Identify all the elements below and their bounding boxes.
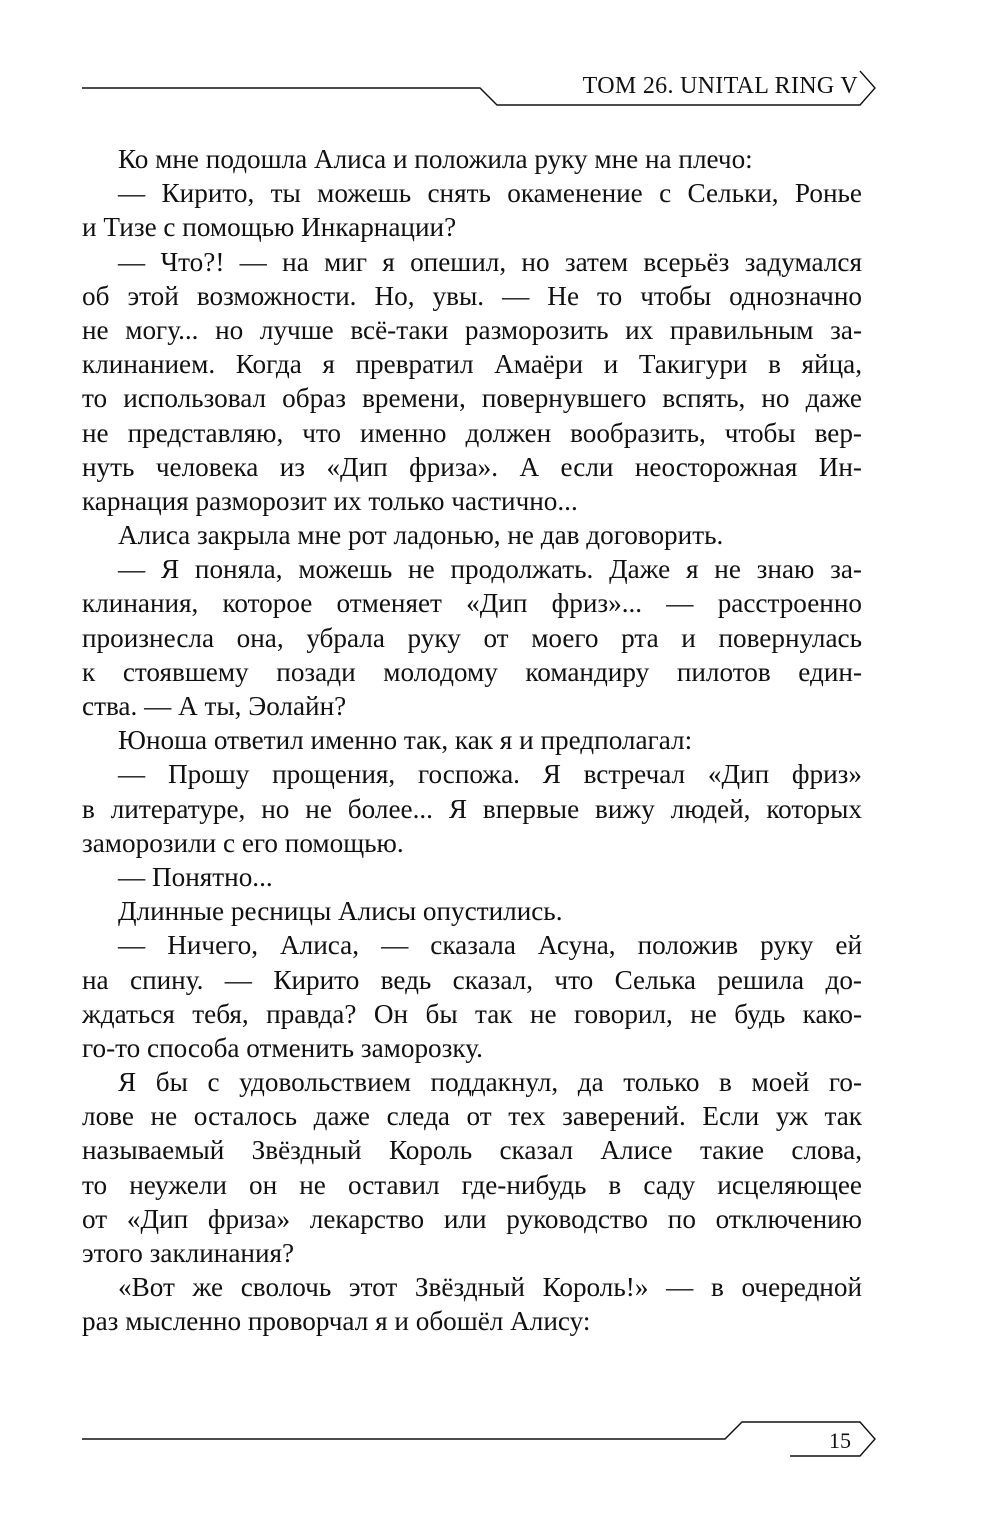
text-line: раз мысленно проворчал я и обошёл Алису: — [82, 1306, 591, 1337]
text-line: на спину. — Кирито ведь сказал, что Селька решила до- — [82, 964, 862, 995]
text-line: — Прошу прощения, госпожа. Я встречал «Дип фриз» — [118, 759, 862, 790]
text-line: карнация разморозит их только частично... — [82, 485, 578, 516]
text-line: Я бы с удовольствием поддакнул, да только в моей го- — [118, 1067, 862, 1098]
text-line: — Я поняла, можешь не продолжать. Даже я не знаю за- — [118, 554, 862, 585]
text-line: и Тизе с помощью Инкарнации? — [82, 212, 457, 243]
text-line: от «Дип фриза» лекарство или руководство по отключению — [82, 1203, 862, 1234]
running-title: ТОМ 26. UNITAL RING V — [582, 73, 858, 99]
text-line: «Вот же сволочь этот Звёздный Король!» — в очередной — [118, 1272, 862, 1303]
page-number: 15 — [829, 1428, 851, 1453]
text-line: не могу... но лучше всё-таки разморозить их правильным за- — [82, 314, 862, 345]
text-line: Алиса закрыла мне рот ладонью, не дав договорить. — [118, 520, 724, 551]
text-line: этого заклинания? — [82, 1238, 295, 1268]
text-line: ждаться тебя, правда? Он бы так не говорил, не будь како- — [82, 998, 862, 1029]
text-line: клинания, которое отменяет «Дип фриз»... — расстроенно — [82, 588, 862, 619]
text-line: в литературе, но не более... Я впервые вижу людей, которых — [82, 793, 862, 824]
text-line: Длинные ресницы Алисы опустились. — [118, 896, 563, 927]
text-line: — Понятно... — [118, 861, 273, 892]
text-line: го-то способа отменить заморозку. — [82, 1032, 483, 1063]
text-line: называемый Звёздный Король сказал Алисе такие слова, — [82, 1135, 862, 1166]
text-line: не представляю, что именно должен вообразить, чтобы вер- — [82, 417, 862, 448]
text-line: нуть человека из «Дип фриза». А если неосторожная Ин- — [82, 451, 862, 482]
text-line: Юноша ответил именно так, как я и предполагал: — [118, 725, 693, 756]
text-line: — Ничего, Алиса, — сказала Асуна, положив руку ей — [118, 930, 862, 961]
text-line: к стоявшему позади молодому командиру пилотов един- — [82, 656, 862, 687]
text-line: произнесла она, убрала руку от моего рта и повернулась — [82, 622, 862, 653]
text-line: об этой возможности. Но, увы. — Не то чтобы однозначно — [82, 280, 862, 311]
text-line: лове не осталось даже следа от тех заверений. Если уж так — [82, 1101, 862, 1132]
text-line: клинанием. Когда я превратил Амаёри и Такигури в яйца, — [82, 349, 862, 380]
text-line: — Кирито, ты можешь снять окаменение с Сельки, Ронье — [118, 178, 862, 209]
text-line: то использовал образ времени, повернувшего вспять, но даже — [82, 383, 862, 414]
text-line: Ко мне подошла Алиса и положила руку мне на плечо: — [118, 144, 753, 174]
text-line: то неужели он не оставил где-нибудь в саду исцеляющее — [82, 1169, 862, 1200]
text-line: заморозили с его помощью. — [82, 827, 404, 858]
text-line: — Что?! — на миг я опешил, но затем всерьёз задумался — [118, 246, 862, 277]
text-line: ства. — А ты, Эолайн? — [82, 691, 347, 721]
body-text — [82, 142, 862, 1339]
